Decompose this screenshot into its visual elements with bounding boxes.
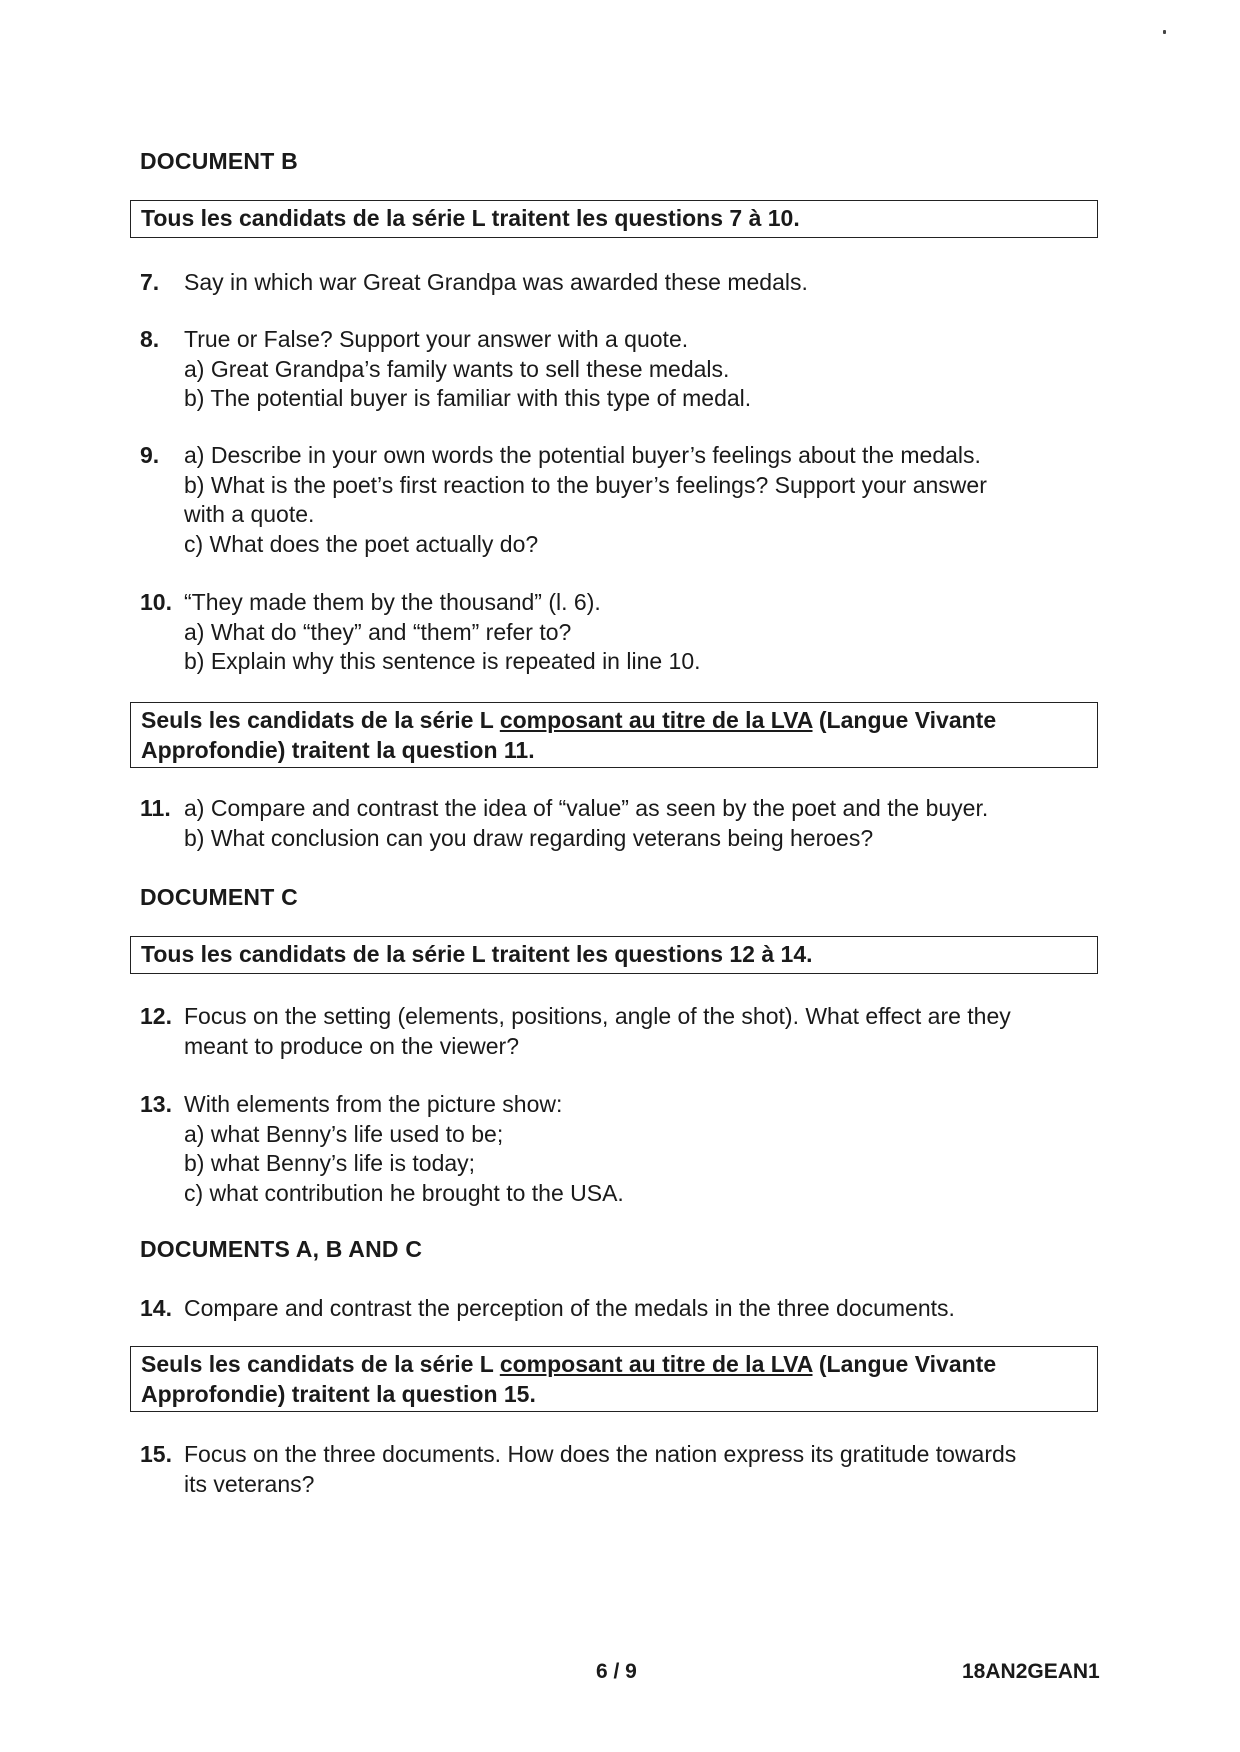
question-line: Compare and contrast the perception of the medals in the three documents. bbox=[184, 1295, 955, 1321]
question-line: c) what contribution he brought to the USA. bbox=[184, 1179, 624, 1206]
question-line: b) What is the poet’s first reaction to the buyer’s feelings? Support your answer bbox=[184, 471, 987, 498]
question-line: its veterans? bbox=[184, 1470, 315, 1497]
question-line: Focus on the three documents. How does the nation express its gratitude towards bbox=[184, 1441, 1017, 1467]
question-line: meant to produce on the viewer? bbox=[184, 1032, 519, 1059]
question-line: True or False? Support your answer with a quote. bbox=[184, 326, 689, 352]
question-line: “They made them by the thousand” (l. 6). bbox=[184, 589, 601, 615]
question-line: a) What do “they” and “them” refer to? bbox=[184, 618, 572, 645]
question-number: 13. bbox=[140, 1091, 172, 1117]
question-line: Say in which war Great Grandpa was awarded these medals. bbox=[184, 269, 808, 295]
instruction-underlined: composant au titre de la LVA bbox=[499, 1351, 813, 1377]
instruction-text: Seuls les candidats de la série L bbox=[141, 707, 500, 733]
question-line: Focus on the setting (elements, positions, angle of the shot). What effect are they bbox=[184, 1003, 1011, 1029]
instruction-text: Approfondie) traitent la question 15. bbox=[141, 1381, 536, 1407]
question-number: 11. bbox=[140, 795, 171, 821]
question-14 bbox=[140, 1294, 1100, 1324]
question-line: a) what Benny’s life used to be; bbox=[184, 1120, 504, 1147]
question-line: c) What does the poet actually do? bbox=[184, 530, 539, 557]
question-10 bbox=[140, 588, 1100, 677]
instruction-box-q11 bbox=[130, 702, 1098, 768]
question-number: 9. bbox=[140, 442, 160, 468]
instruction-box-q12-14: Tous les candidats de la série L traitent les questions 12 à 14. bbox=[130, 936, 1098, 974]
question-line: With elements from the picture show: bbox=[184, 1091, 563, 1117]
question-number: 10. bbox=[140, 589, 172, 615]
document-b-heading: DOCUMENT B bbox=[140, 148, 298, 174]
question-number: 14. bbox=[140, 1295, 172, 1321]
question-number: 15. bbox=[140, 1441, 172, 1467]
question-7 bbox=[140, 268, 1100, 298]
question-line: with a quote. bbox=[184, 501, 315, 527]
question-line: a) Describe in your own words the potential buyer’s feelings about the medals. bbox=[184, 442, 981, 468]
question-8 bbox=[140, 325, 1100, 414]
question-number: 12. bbox=[140, 1003, 172, 1029]
question-line: a) Compare and contrast the idea of “value” as seen by the poet and the buyer. bbox=[184, 795, 989, 821]
instruction-text: Approfondie) traitent la question 11. bbox=[141, 737, 535, 763]
question-line: b) Explain why this sentence is repeated in line 10. bbox=[184, 648, 701, 674]
question-11 bbox=[140, 794, 1100, 853]
instruction-underlined: composant au titre de la LVA bbox=[499, 707, 813, 733]
instruction-text: (Langue Vivante bbox=[812, 707, 997, 733]
scan-speck bbox=[1163, 30, 1166, 34]
instruction-text: (Langue Vivante bbox=[812, 1351, 997, 1377]
documents-abc-heading: DOCUMENTS A, B AND C bbox=[140, 1236, 423, 1262]
page-number: 6 / 9 bbox=[596, 1660, 637, 1683]
instruction-box-q15 bbox=[130, 1346, 1098, 1412]
question-line: b) What conclusion can you draw regarding veterans being heroes? bbox=[184, 824, 874, 851]
exam-code: 18AN2GEAN1 bbox=[962, 1660, 1100, 1683]
question-line: a) Great Grandpa’s family wants to sell these medals. bbox=[184, 355, 730, 382]
instruction-text: Seuls les candidats de la série L bbox=[141, 1351, 500, 1377]
question-number: 7. bbox=[140, 269, 160, 295]
question-number: 8. bbox=[140, 326, 160, 352]
question-15 bbox=[140, 1440, 1100, 1499]
question-line: b) The potential buyer is familiar with this type of medal. bbox=[184, 385, 752, 411]
question-12 bbox=[140, 1002, 1100, 1061]
instruction-box-q7-10: Tous les candidats de la série L traitent les questions 7 à 10. bbox=[130, 200, 1098, 238]
question-13 bbox=[140, 1090, 1100, 1208]
document-c-heading: DOCUMENT C bbox=[140, 884, 298, 910]
question-9 bbox=[140, 441, 1100, 559]
question-line: b) what Benny’s life is today; bbox=[184, 1150, 476, 1176]
